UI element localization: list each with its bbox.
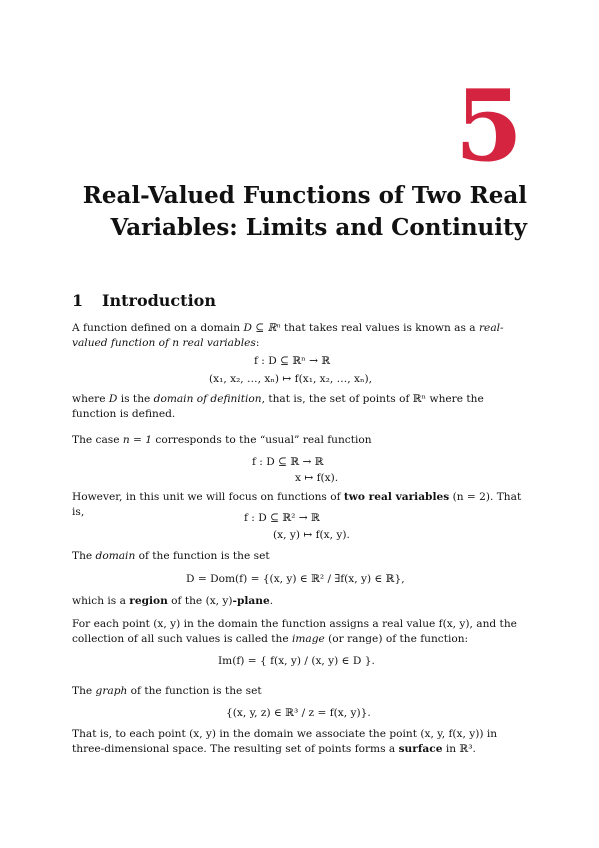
equation-5: Im(f) = { f(x, y) / (x, y) ∈ D }. <box>218 655 375 667</box>
text: A function defined on a domain <box>72 322 244 334</box>
equation-4: D = Dom(f) = {(x, y) ∈ ℝ² / ∃f(x, y) ∈ ℝ}, <box>186 573 405 585</box>
text: corresponds to the “usual” real function <box>152 434 372 446</box>
chapter-title-line-1: Real-Valued Functions of Two Real <box>82 182 527 209</box>
text: where <box>72 393 109 405</box>
text: where the function is defined. <box>72 393 484 420</box>
text: : <box>255 336 260 349</box>
equation-2-line-2: x ↦ f(x). <box>295 472 339 484</box>
text: For each point (x, y) in the domain the function assigns a real value f(x, y), and the collection of all such values is called the <box>72 618 517 645</box>
text: The case <box>72 434 123 446</box>
paragraph-case-n1 <box>72 433 528 448</box>
chapter-number: 5 <box>454 69 523 184</box>
term-real-valued-function: real-valued function of n real variables <box>72 322 504 349</box>
math-inline: n = 1 <box>122 434 153 446</box>
term-two-real-variables: two real variables <box>343 491 450 503</box>
term-domain: domain <box>95 550 136 562</box>
term-region: region <box>129 595 168 607</box>
section-heading <box>72 291 216 311</box>
term-image: image <box>291 632 325 645</box>
text: The <box>72 550 96 562</box>
text: is the <box>117 393 154 405</box>
paragraph-region <box>72 594 528 609</box>
math-inline: (x, y) <box>205 595 233 607</box>
text: in ℝ³. <box>442 742 476 755</box>
text: , that is, the set of points of <box>261 393 413 405</box>
text: However, in this unit we will focus on functions of <box>72 491 344 503</box>
equation-1-line-1: f : D ⊆ ℝⁿ → ℝ <box>254 355 331 367</box>
term-surface: surface <box>398 742 443 755</box>
section-number: 1 <box>72 291 84 310</box>
equation-6: {(x, y, z) ∈ ℝ³ / z = f(x, y)}. <box>226 707 371 719</box>
paragraph-domain <box>72 549 528 564</box>
math-inline: ℝⁿ <box>412 393 427 405</box>
text: The <box>72 685 96 697</box>
chapter-title <box>47 180 527 244</box>
text: . <box>269 595 274 607</box>
paragraph-graph <box>72 684 528 699</box>
equation-2-line-1: f : D ⊆ ℝ → ℝ <box>252 456 324 468</box>
equation-1-line-2: (x₁, x₂, …, xₙ) ↦ f(x₁, x₂, …, xₙ), <box>209 373 373 385</box>
text: of the <box>167 595 206 607</box>
math-inline: D ⊆ ℝⁿ <box>243 322 281 334</box>
paragraph-surface <box>72 727 528 756</box>
text: That is, to each point (x, y) in the domain we associate the point (x, y, f(x, y)) in three-dimensional space. The resulting set of points forms a <box>72 728 498 755</box>
paragraph-domain-definition <box>72 392 528 421</box>
math-inline: D <box>108 393 118 405</box>
text: of the function is the set <box>135 550 270 562</box>
equation-3-line-1: f : D ⊆ ℝ² → ℝ <box>244 512 320 524</box>
section-title: Introduction <box>102 291 216 310</box>
text: (n = 2). That is, <box>72 491 522 518</box>
text: (or range) of the function: <box>324 632 469 645</box>
text: which is a <box>72 595 130 607</box>
term-domain-of-definition: domain of definition <box>153 393 262 405</box>
paragraph-image <box>72 617 528 646</box>
paragraph-intro <box>72 321 528 350</box>
chapter-title-line-2: Variables: Limits and Continuity <box>110 214 527 241</box>
text: that takes real values is known as a <box>280 322 479 334</box>
equation-3-line-2: (x, y) ↦ f(x, y). <box>273 529 350 541</box>
text: of the function is the set <box>127 685 262 697</box>
term-graph: graph <box>95 685 128 697</box>
term-plane: -plane <box>232 595 270 607</box>
